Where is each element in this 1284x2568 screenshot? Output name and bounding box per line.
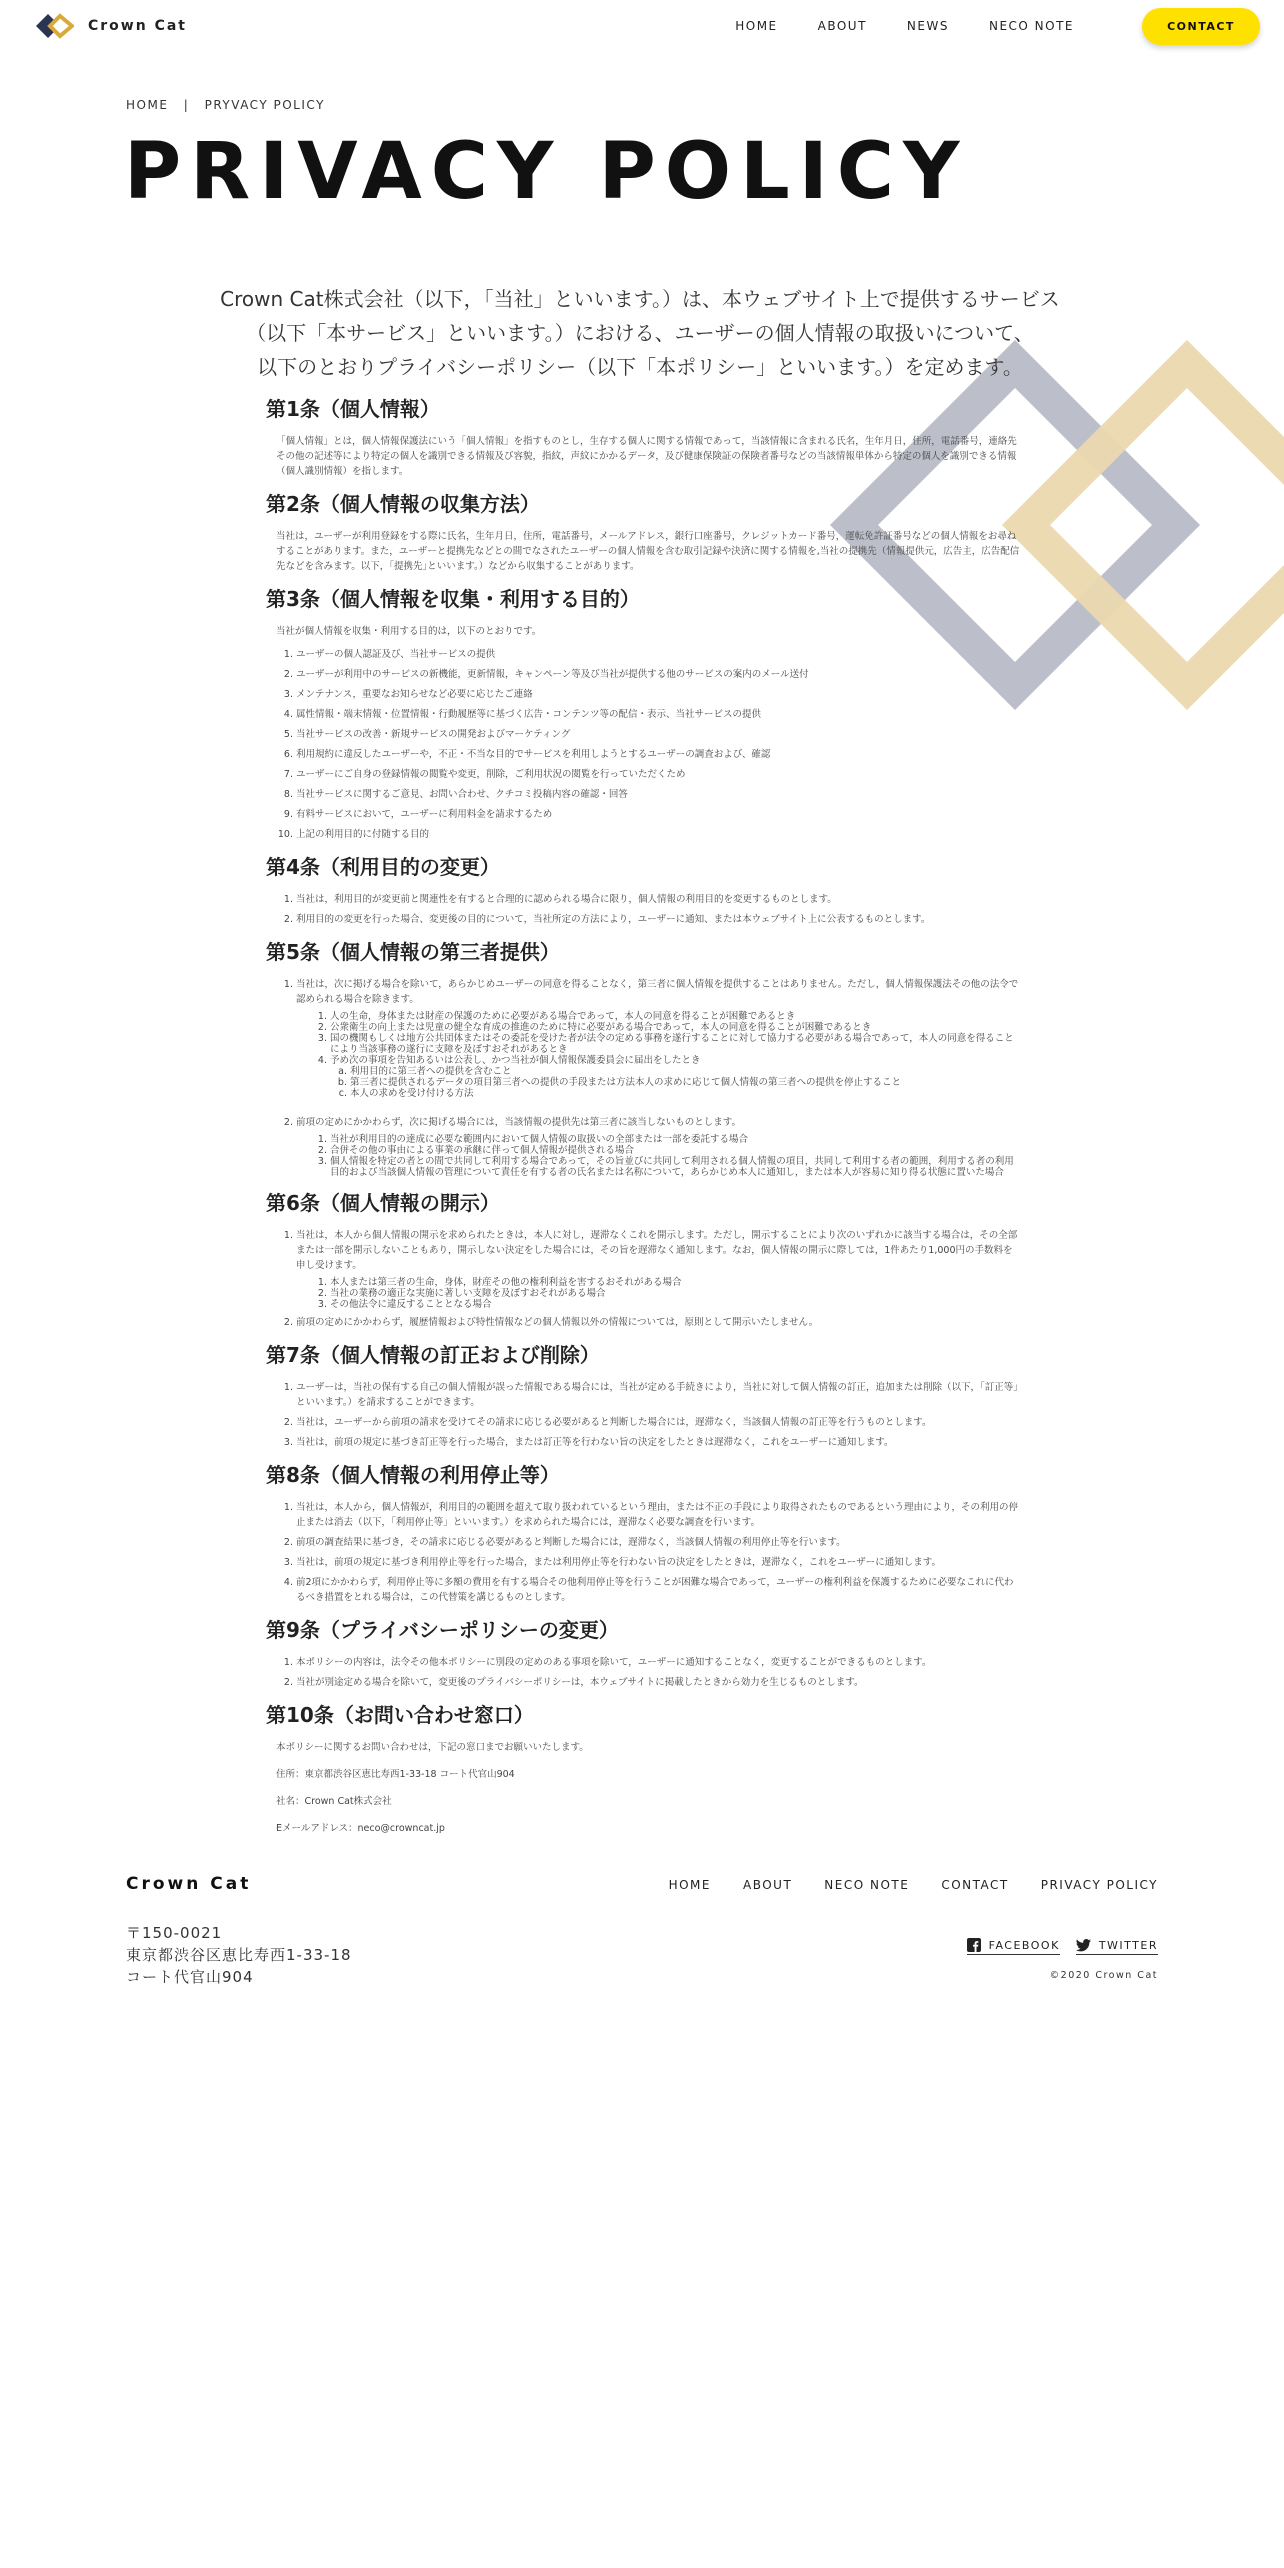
footer-logo[interactable]: Crown Cat [126,1874,252,1894]
list-item: 2. 利用目的の変更を行った場合、変更後の目的について，当社所定の方法により，ユーザーに通知、または本ウェブサイト上に公表するものとします。 [296,912,1020,927]
article-5-item-2: 前項の定めにかかわらず，次に掲げる場合には，当該情報の提供先は第三者に該当しないものとします。 [296,1117,741,1128]
article-7-title: 第7条（個人情報の訂正および削除） [266,1343,600,1367]
list-item: 9. 有料サービスにおいて，ユーザーに利用料金を請求するため [296,807,1020,822]
main-nav [735,19,1074,33]
list-item: 1. 当社は，本人から，個人情報が，利用目的の範囲を超えて取り扱われているという理由，または不正の手段により取得されたものであるという理由により，その利用の停止または消去（以下，「利用停止等」といいます。）を求められた場合には，遅滞なく必要な調査を行います。 [296,1500,1020,1530]
address-postal: 〒150-0021 [126,1924,223,1942]
list-item: 8. 当社サービスに関するご意見、お問い合わせ、クチコミ投稿内容の確認・回答 [296,787,1020,802]
facebook-link[interactable] [967,1938,1060,1955]
breadcrumb-separator: | [183,98,190,112]
list-item [330,1055,1020,1099]
footer-nav [669,1878,1158,1892]
list-item: 2. 当社の業務の適正な実施に著しい支障を及ぼすおそれがある場合 [330,1288,1020,1299]
list-item: 2. 当社が別途定める場合を除いて，変更後のプライバシーポリシーは，本ウェブサイトに掲載したときから効力を生じるものとします。 [296,1675,1020,1690]
list-item: 7. ユーザーにご自身の登録情報の閲覧や変更，削除，ご利用状況の閲覧を行っていただくため [296,767,1020,782]
list-item: 2. 当社は，ユーザーから前項の請求を受けてその請求に応じる必要があると判断した場合には，遅滞なく，当該個人情報の訂正等を行うものとします。 [296,1415,1020,1430]
article-6-title: 第6条（個人情報の開示） [266,1191,500,1215]
crown-cat-logo-icon[interactable] [34,10,74,42]
list-item: 2. 公衆衛生の向上または児童の健全な育成の推進のために特に必要がある場合であって，本人の同意を得ることが困難であるとき [330,1022,1020,1033]
site-header [0,0,1284,54]
contact-info [266,1740,1020,1836]
nav-about[interactable]: ABOUT [817,19,867,33]
address-building: コート代官山904 [126,1968,254,1986]
list-item: 3. メンテナンス，重要なお知らせなど必要に応じたご連絡 [296,687,1020,702]
nav-news[interactable]: NEWS [906,19,949,33]
footer-nav-home[interactable]: HOME [668,1878,711,1892]
breadcrumb [126,98,335,112]
contact-lead: 本ポリシーに関するお問い合わせは，下記の窓口までお願いいたします。 [276,1742,589,1753]
article-8-list [296,1500,1020,1605]
list-item [296,1228,1020,1310]
twitter-link[interactable] [1076,1939,1158,1955]
twitter-label: TWITTER [1098,1938,1158,1952]
list-item: c. 本人の求めを受け付ける方法 [350,1088,1020,1099]
article-3-lead: 当社が個人情報を収集・利用する目的は，以下のとおりです。 [276,626,542,637]
list-item: 2. 前項の調査結果に基づき，その請求に応じる必要があると判断した場合には，遅滞なく，当該個人情報の利用停止等を行います。 [296,1535,1020,1550]
article-8-title: 第8条（個人情報の利用停止等） [266,1463,560,1487]
article-9-list [296,1655,1020,1690]
footer-nav-privacy-policy[interactable]: PRIVACY POLICY [1040,1878,1158,1892]
nav-home[interactable]: HOME [735,19,778,33]
list-item: 3. 国の機関もしくは地方公共団体またはその委託を受けた者が法令の定める事務を遂行することに対して協力する必要がある場合であって，本人の同意を得ることにより当該事務の遂行に支障を及ぼすおそれがあるとき [330,1033,1020,1055]
list-item [296,977,1020,1099]
footer-address [126,1922,352,1988]
address-street: 東京都渋谷区恵比寿西1-33-18 [126,1946,352,1964]
nav-neco-note[interactable]: NECO NOTE [988,19,1074,33]
list-item [296,1115,1020,1178]
policy-content [266,394,1020,1848]
list-item: 1. 当社は，利用目的が変更前と関連性を有すると合理的に認められる場合に限り，個人情報の利用目的を変更するものとします。 [296,892,1020,907]
article-1-body: 「個人情報」とは，個人情報保護法にいう「個人情報」を指すものとし，生存する個人に関する情報であって，当該情報に含まれる氏名，生年月日，住所，電話番号，連絡先その他の記述等により特定の個人を識別できる情報及び容貌，指紋，声紋にかかるデータ，及び健康保険証の保険者番号などの当該情報単体から特定の個人を識別できる情報（個人識別情報）を指します。 [276,436,1017,477]
article-4-list [296,892,1020,927]
list-item: 10. 上記の利用目的に付随する目的 [296,827,1020,842]
article-5-alpha-list [350,1066,1020,1099]
list-item: 2. 前項の定めにかかわらず，履歴情報および特性情報などの個人情報以外の情報については，原則として開示いたしません。 [296,1315,1020,1330]
page-title: PRIVACY POLICY [124,127,969,217]
article-5-sublist-1 [330,1011,1020,1099]
list-item: 1. 当社が利用目的の達成に必要な範囲内において個人情報の取扱いの全部または一部を委託する場合 [330,1134,1020,1145]
facebook-label: FACEBOOK [988,1938,1060,1952]
twitter-icon [1076,1939,1091,1952]
article-10-title: 第10条（お問い合わせ窓口） [266,1703,534,1727]
breadcrumb-home[interactable]: HOME [126,98,169,112]
article-5-item-1: 当社は，次に掲げる場合を除いて，あらかじめユーザーの同意を得ることなく，第三者に個人情報を提供することはありません。ただし，個人情報保護法その他の法令で認められる場合を除きます。 [296,979,1019,1005]
list-item: 3. 当社は，前項の規定に基づき利用停止等を行った場合，または利用停止等を行わない旨の決定をしたときは，遅滞なく，これをユーザーに通知します。 [296,1555,1020,1570]
article-6-sublist [330,1277,1020,1310]
list-item: 2. 合併その他の事由による事業の承継に伴って個人情報が提供される場合 [330,1145,1020,1156]
footer-nav-contact[interactable]: CONTACT [941,1878,1009,1892]
list-item: 1. ユーザーの個人認証及び、当社サービスの提供 [296,647,1020,662]
list-item: 3. その他法令に違反することとなる場合 [330,1299,1020,1310]
article-9-title: 第9条（プライバシーポリシーの変更） [266,1618,619,1642]
article-6-list [296,1228,1020,1330]
intro-line: Crown Cat株式会社（以下，「当社」といいます。）は、本ウェブサイト上で提供するサービス [220,287,1060,311]
list-item: 5. 当社サービスの改善・新規サービスの開発およびマーケティング [296,727,1020,742]
list-item: b. 第三者に提供されるデータの項目第三者への提供の手段または方法本人の求めに応じて個人情報の第三者への提供を停止すること [350,1077,1020,1088]
list-item: 2. ユーザーが利用中のサービスの新機能，更新情報，キャンペーン等及び当社が提供する他のサービスの案内のメール送付 [296,667,1020,682]
list-item: 4. 前2項にかかわらず，利用停止等に多額の費用を有する場合その他利用停止等を行うことが困難な場合であって，ユーザーの権利利益を保護するために必要なこれに代わるべき措置をとれる場合は，この代替策を講じるものとします。 [296,1575,1020,1605]
list-item: 4. 属性情報・端末情報・位置情報・行動履歴等に基づく広告・コンテンツ等の配信・表示、当社サービスの提供 [296,707,1020,722]
article-1-title: 第1条（個人情報） [266,397,440,421]
footer-nav-neco-note[interactable]: NECO NOTE [824,1878,910,1892]
contact-button[interactable]: CONTACT [1142,8,1260,45]
intro-line: 以下のとおりプライバシーポリシー（以下「本ポリシー」といいます。）を定めます。 [257,355,1023,379]
breadcrumb-current: PRYVACY POLICY [204,98,325,112]
social-links [967,1938,1158,1955]
intro-text [200,282,1080,384]
list-item: 1. 人の生命，身体または財産の保護のために必要がある場合であって，本人の同意を得ることが困難であるとき [330,1011,1020,1022]
article-5-title: 第5条（個人情報の第三者提供） [266,940,560,964]
footer-nav-about[interactable]: ABOUT [742,1878,793,1892]
article-3-title: 第3条（個人情報を収集・利用する目的） [266,587,640,611]
list-item: 3. 当社は，前項の規定に基づき訂正等を行った場合，または訂正等を行わない旨の決定をしたときは遅滞なく，これをユーザーに通知します。 [296,1435,1020,1450]
contact-email: Eメールアドレス：neco@crowncat.jp [276,1823,445,1834]
contact-company: 社名：Crown Cat株式会社 [276,1796,392,1807]
facebook-icon [967,1938,981,1952]
contact-address: 住所：東京都渋谷区恵比寿西1-33-18 コート代官山904 [276,1769,515,1780]
list-item: 1. ユーザーは，当社の保有する自己の個人情報が誤った情報である場合には，当社が定める手続きにより，当社に対して個人情報の訂正，追加または削除（以下，「訂正等」といいます。）を請求することができます。 [296,1380,1020,1410]
list-item: 3. 個人情報を特定の者との間で共同して利用する場合であって，その旨並びに共同して利用される個人情報の項目，共同して利用する者の範囲，利用する者の利用目的および当該個人情報の管理について責任を有する者の氏名または名称について，あらかじめ本人に通知し，または本人が容易に知り得る状態に置いた場合 [330,1156,1020,1178]
list-item: a. 利用目的に第三者への提供を含むこと [350,1066,1020,1077]
list-item: 6. 利用規約に違反したユーザーや，不正・不当な目的でサービスを利用しようとするユーザーの調査および、確認 [296,747,1020,762]
article-5-sublist-2 [330,1134,1020,1178]
article-2-body: 当社は，ユーザーが利用登録をする際に氏名，生年月日，住所，電話番号，メールアドレス，銀行口座番号，クレジットカード番号，運転免許証番号などの個人情報をお尋ねすることがあります。また，ユーザーと提携先などとの間でなされたユーザーの個人情報を含む取引記録や決済に関する情報を,当社の提携先（情報提供元，広告主，広告配信先などを含みます。以下，｢提携先｣といいます。）などから収集することがあります。 [276,531,1020,572]
list-item: 1. 本ポリシーの内容は，法令その他本ポリシーに別段の定めのある事項を除いて，ユーザーに通知することなく，変更することができるものとします。 [296,1655,1020,1670]
article-4-title: 第4条（利用目的の変更） [266,855,500,879]
article-5-sub-item-4: 予め次の事項を告知あるいは公表し、かつ当社が個人情報保護委員会に届出をしたとき [330,1055,701,1066]
article-6-item-1: 当社は，本人から個人情報の開示を求められたときは，本人に対し，遅滞なくこれを開示します。ただし，開示することにより次のいずれかに該当する場合は，その全部または一部を開示しないこともあり，開示しない決定をした場合には，その旨を遅滞なく通知します。なお，個人情報の開示に際しては，1件あたり1,000円の手数料を申し受けます。 [296,1230,1018,1271]
article-5-list [296,977,1020,1178]
list-item: 1. 本人または第三者の生命，身体，財産その他の権利利益を害するおそれがある場合 [330,1277,1020,1288]
article-2-title: 第2条（個人情報の収集方法） [266,492,540,516]
article-7-list [296,1380,1020,1450]
logo-text[interactable]: Crown Cat [88,18,187,34]
copyright: ©2020 Crown Cat [1049,1970,1158,1981]
intro-line: （以下「本サービス」といいます。）における、ユーザーの個人情報の取扱いについて、 [246,321,1034,345]
article-3-list [296,647,1020,842]
